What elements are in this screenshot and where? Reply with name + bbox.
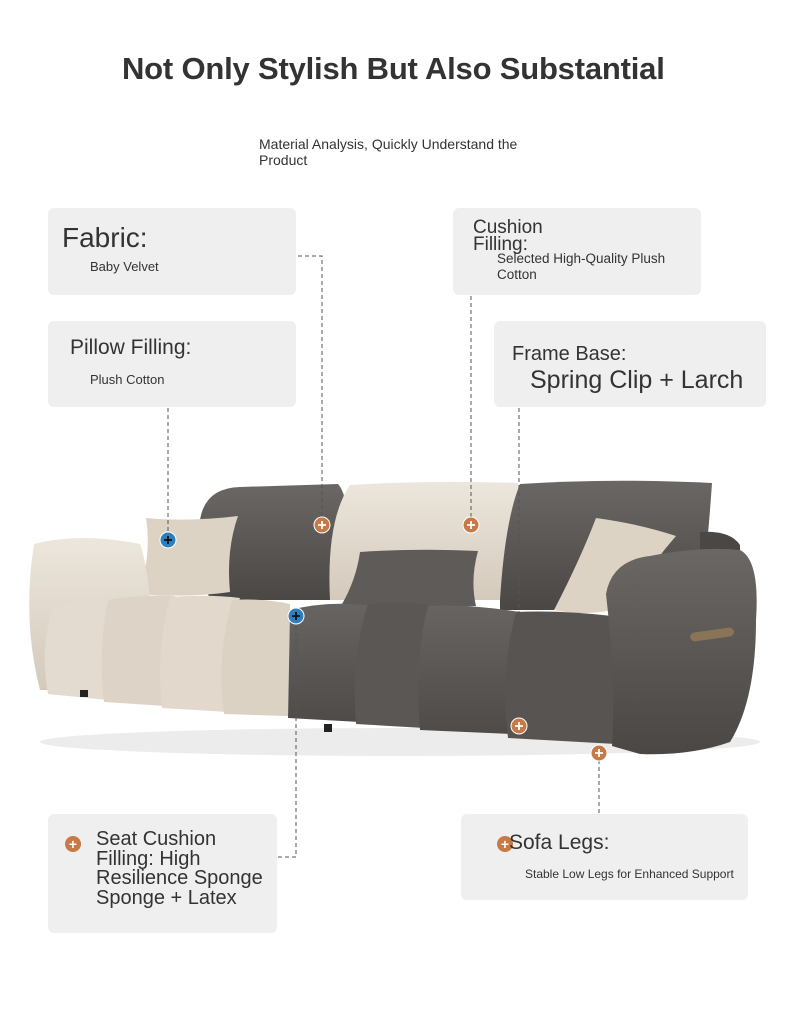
leg-center (324, 724, 332, 732)
pillow-right-light (554, 518, 676, 613)
cushion-filling-card (453, 208, 701, 295)
seat-cushion-title: Seat Cushion Filling: High Resilience Sponge Sponge + Latex (96, 828, 263, 909)
marker-fabric[interactable] (314, 517, 330, 533)
seat-light-4 (221, 600, 290, 717)
fabric-title: Fabric: (62, 222, 148, 253)
frame-base-card (494, 321, 766, 407)
marker-legs[interactable] (591, 745, 607, 761)
arm-right-dark (606, 549, 757, 754)
marker-pillow[interactable] (160, 532, 176, 548)
leader-seat (278, 616, 296, 857)
seat-cushion-card (48, 814, 277, 933)
frame-base-title: Frame Base: (512, 343, 627, 365)
cushion-filling-title: Cushion Filling: (473, 217, 543, 255)
arm-handle (690, 627, 735, 642)
leader-fabric (298, 256, 322, 525)
pillow-left-light (138, 516, 238, 596)
sofa-legs-value: Stable Low Legs for Enhanced Support (525, 867, 734, 881)
sofa-legs-title: Sofa Legs: (509, 831, 610, 854)
back-cushion-right-dark (500, 481, 712, 610)
back-rear-right (700, 532, 740, 560)
page-subtitle: Material Analysis, Quickly Understand the Product (259, 136, 518, 168)
seat-dark-4 (505, 612, 616, 745)
seat-dark-3 (418, 606, 520, 734)
seat-light-1 (45, 598, 112, 700)
pillow-filling-title: Pillow Filling: (70, 336, 192, 359)
pillow-filling-value: Plush Cotton (90, 372, 165, 387)
fabric-card (48, 208, 296, 295)
back-cushion-center-light (329, 482, 521, 600)
seat-light-2 (102, 596, 175, 707)
floor-shadow (40, 728, 760, 756)
plus-icon: + (65, 836, 81, 852)
fabric-value: Baby Velvet (90, 259, 159, 274)
pillow-filling-card (48, 321, 296, 407)
plus-icon: + (497, 836, 513, 852)
frame-base-value: Spring Clip + Larch (530, 366, 744, 394)
seat-dark-2 (355, 602, 433, 728)
leg-left (80, 690, 88, 697)
page-title: Not Only Stylish But Also Substantial (122, 51, 665, 86)
marker-frame[interactable] (511, 718, 527, 734)
back-cushion-left-dark (199, 484, 347, 600)
seat-light-3 (160, 596, 240, 712)
pillow-center-dark (342, 550, 478, 608)
marker-seat[interactable] (288, 608, 304, 624)
marker-cushion[interactable] (463, 517, 479, 533)
seat-dark-1 (288, 604, 370, 722)
sofa-legs-card (461, 814, 748, 900)
arm-left-light (29, 538, 150, 690)
cushion-filling-value: Selected High-Quality Plush Cotton (497, 251, 666, 282)
